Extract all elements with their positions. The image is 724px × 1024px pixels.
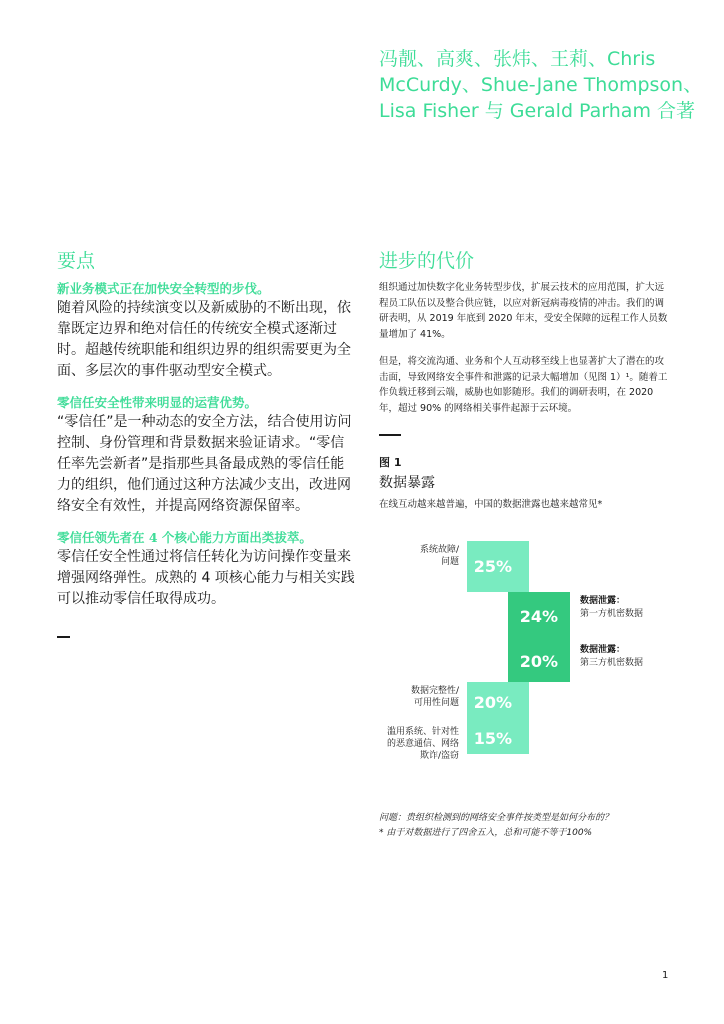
bar-value-label: 20%	[473, 693, 512, 712]
bar-category-label: 数据泄露： 第三方机密数据	[580, 645, 644, 668]
chart-bar	[508, 592, 570, 641]
bar-category-label: 数据完整性/ 可用性问题	[410, 686, 459, 708]
divider	[379, 434, 401, 436]
key-points	[57, 280, 357, 622]
figure-title: 数据暴露	[379, 475, 435, 491]
author-line: 冯靓、高爽、张炜、王莉、Chris	[379, 48, 656, 70]
figure-label: 图 1	[379, 456, 402, 469]
key-point-heading: 零信任领先者在 4 个核心能力方面出类拔萃。	[57, 530, 312, 545]
bar-value-label: 24%	[519, 607, 558, 626]
key-point-heading: 新业务模式正在加快安全转型的步伐。	[57, 281, 270, 296]
key-point-heading: 零信任安全性带来明显的运营优势。	[57, 395, 258, 410]
bar-category-label: 系统故障/ 问题	[419, 545, 459, 567]
key-point-body: 零信任安全性通过将信任转化为访问操作变量来增强网络弹性。成熟的 4 项核心能力与相关实践可以推动零信任取得成功。	[57, 549, 355, 607]
paragraph: 组织通过加快数字化业务转型步伐，扩展云技术的应用范围，扩大远程员工队伍以及整合供应链，以应对新冠病毒疫情的冲击。我们的调研表明，从 2019 年底到 2020 年末，受安全保障的远程工作人员数量增加了 41%。	[379, 282, 668, 340]
author-line: Lisa Fisher 与 Gerald Parham 合著	[379, 100, 695, 122]
chart-bar	[467, 723, 529, 754]
bar-value-label: 20%	[519, 652, 558, 671]
paragraph: 但是，将交流沟通、业务和个人互动移至线上也显著扩大了潜在的攻击面，导致网络安全事件和泄露的记录大幅增加（见图 1）¹。随着工作负载迁移到云端，威胁也如影随形。我们的调研表明，在 2020 年，超过 90% 的网络相关事件起源于云环境。	[379, 356, 668, 414]
bar-value-label: 25%	[473, 557, 512, 576]
authors	[379, 46, 709, 124]
bar-value-label: 15%	[473, 729, 512, 748]
divider	[57, 636, 70, 638]
progress-title: 进步的代价	[379, 250, 475, 272]
figure-footnote: * 由于对数据进行了四舍五入，总和可能不等于100%	[379, 828, 593, 838]
bar-category-label: 滥用系统、针对性 的恶意通信、网络 欺诈/盗窃	[386, 727, 459, 761]
bar-category-label: 数据泄露： 第一方机密数据	[580, 596, 644, 619]
figure-question: 问题：贵组织检测到的网络安全事件按类型是如何分布的？	[379, 813, 614, 823]
progress-text	[379, 280, 669, 428]
author-line: McCurdy、Shue-Jane Thompson、	[379, 74, 703, 96]
figure-subtitle: 在线互动越来越普遍，中国的数据泄露也越来越常见*	[379, 499, 603, 510]
chart-bar	[508, 641, 570, 682]
key-point-body: “零信任”是一种动态的安全方法，结合使用访问控制、身份管理和背景数据来验证请求。“零信任率先尝新者”是指那些具备最成熟的零信任能力的组织，他们通过这种方法减少支出，改进网络安全有效性，并提高网络资源保留率。	[57, 414, 352, 514]
key-points-title: 要点	[57, 250, 96, 272]
chart-bar	[467, 541, 529, 592]
key-point-body: 随着风险的持续演变以及新威胁的不断出现，依靠既定边界和绝对信任的传统安全模式逐渐过时。超越传统职能和组织边界的组织需要更为全面、多层次的事件驱动型安全模式。	[57, 300, 351, 379]
chart-bar	[467, 682, 529, 723]
page-number: 1	[662, 970, 669, 981]
